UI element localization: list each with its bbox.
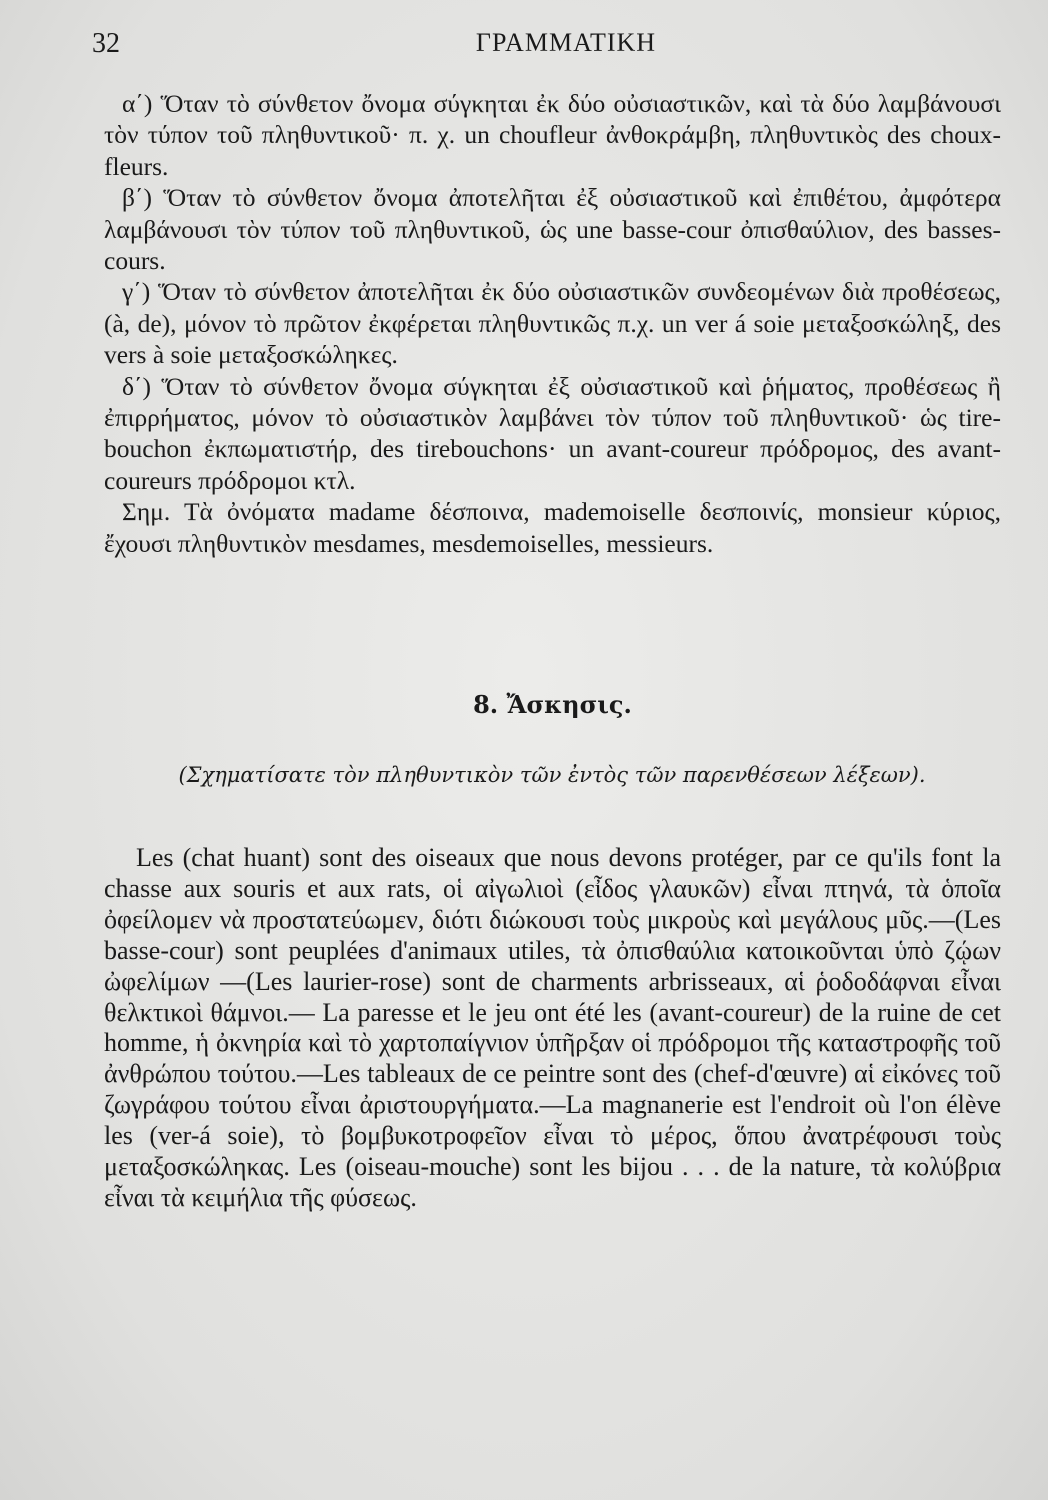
plural-rules-section	[104, 88, 1001, 559]
exercise-text: Les (chat huant) sont des oiseaux que nous devons protéger, par ce qu'ils font la chasse aux souris et aux rats, οἱ αἰγωλιοὶ (εἶδος γλαυκῶν) εἶναι πτηνά, τὰ ὁποῖα ὀφείλομεν νὰ προστατεύωμεν, διότι διώκουσι τοὺς μικροὺς καὶ μεγάλους μῦς.—(Les basse-cour) sont peuplées d'animaux utiles, τὰ ὀπισθαύλια κατοικοῦνται ὑπὸ ζῴων ὠφελίμων —(Les laurier-rose) sont de charments arbrisseaux, αἱ ῥοδοδάφναι εἶναι θελκτικοὶ θάμνοι.— La paresse et le jeu ont été les (avant-coureur) de la ruine de cet homme, ἡ ὀκνηρία καὶ τὸ χαρτοπαίγνιον ὑπῆρξαν οἱ πρόδρομοι τῆς καταστροφῆς τοῦ ἀνθρώπου τούτου.—Les tableaux de ce peintre sont des (chef-d'œuvre) αἱ εἰκόνες τοῦ ζωγράφου τούτου εἶναι ἀριστουργήματα.—La magnanerie est l'endroit où l'on élève les (ver-á soie), τὸ βομβυκοτροφεῖον εἶναι τὸ μέρος, ὅπου ἀνατρέφουσι τοὺς μεταξοσκώληκας. Les (oiseau-mouche) sont les bijou . . . de la nature, τὰ κολύβρια εἶναι τὰ κειμήλια τῆς φύσεως.	[104, 843, 1001, 1212]
running-title: ΓΡΑΜΜΑΤΙΚΗ	[475, 28, 657, 57]
exercise-instruction: (Σχηματίσατε τὸν πληθυντικὸν τῶν ἐντὸς τῶν παρενθέσεων λέξεων).	[178, 763, 926, 787]
rule-delta: δ΄) Ὅταν τὸ σύνθετον ὄνομα σύγκηται ἐξ οὐσιαστικοῦ καὶ ῥήματος, προθέσεως ἢ ἐπιρρήματος, μόνον τὸ οὐσιαστικὸν λαμβάνει τὸν τύπον τοῦ πληθυντικοῦ· ὡς tire-bouchon ἐκπωματιστήρ, des tirebouchons· un avant-coureur πρόδρομος, des avant-coureurs πρόδρομοι κτλ.	[104, 371, 1001, 495]
exercise-title: 8. Ἄσκησις.	[473, 690, 632, 719]
rule-beta: β΄) Ὅταν τὸ σύνθετον ὄνομα ἀποτελῆται ἐξ οὐσιαστικοῦ καὶ ἐπιθέτου, ἀμφότερα λαμβάνουσι τὸν τύπον τοῦ πληθυντικοῦ, ὡς une basse-cour ὀπισθαύλιον, des basses-cours.	[104, 183, 1001, 276]
rule-alpha: α΄) Ὅταν τὸ σύνθετον ὄνομα σύγκηται ἐκ δύο οὐσιαστικῶν, καὶ τὰ δύο λαμβάνουσι τὸν τύπον τοῦ πληθυντικοῦ· π. χ. un choufleur ἀνθοκράμβη, πληθυντικὸς des choux-fleurs.	[104, 89, 1001, 181]
note-paragraph: Σημ. Τὰ ὀνόματα madame δέσποινα, mademoiselle δεσποινίς, monsieur κύριος, ἔχουσι πληθυντικὸν mesdames, mesdemoiselles, messieurs.	[104, 497, 1001, 558]
rule-gamma: γ΄) Ὅταν τὸ σύνθετον ἀποτελῆται ἐκ δύο οὐσιαστικῶν συνδεομένων διὰ προθέσεως, (à, de), μόνον τὸ πρῶτον ἐκφέρεται πληθυντικῶς π.χ. un ver á soie μεταξοσκώληξ, des vers à soie μεταξοσκώληκες.	[104, 277, 1001, 370]
page-number: 32	[92, 28, 120, 59]
page-header	[92, 22, 1000, 62]
exercise-body	[104, 843, 1001, 1214]
